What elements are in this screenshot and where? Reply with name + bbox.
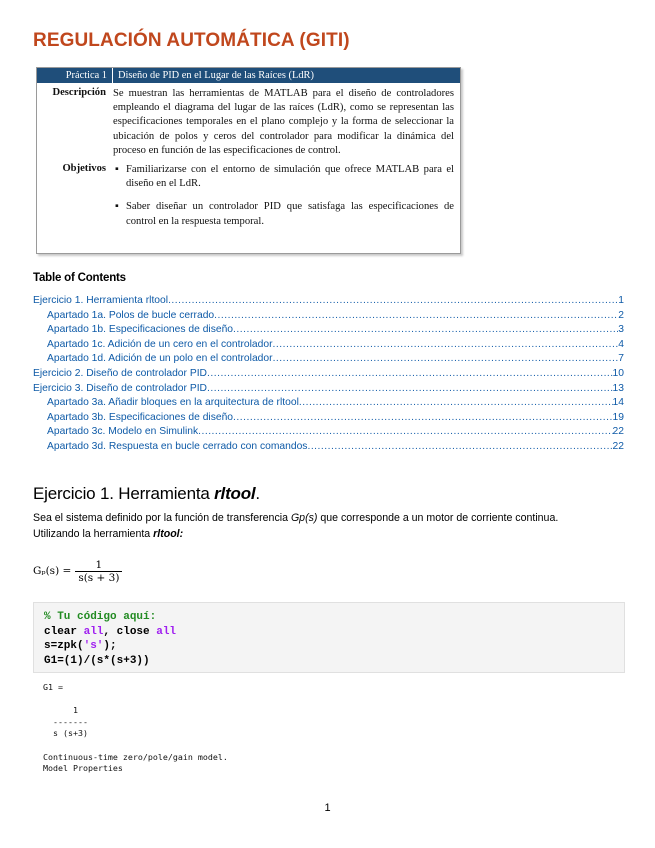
toc-link-apartado-1b[interactable]: Apartado 1b. Especificaciones de diseño ..... 3 [33,323,624,338]
document-title: REGULACIÓN AUTOMÁTICA (GITI) [33,30,350,51]
exercise-intro: Sea el sistema definido por la función de transferencia Gp(s) que corresponde a un motor de corriente continua. Utilizando la herramienta rltool: [33,512,559,540]
formula-lhs: Gₚ(s) = [33,565,72,577]
bullet-icon: ▪ [115,201,119,213]
code-cell[interactable] [33,602,625,673]
objective-item: ▪ Saber diseñar un controlador PID que satisfaga las especificaciones de control en la respuesta temporal. [115,201,454,227]
page-number: 1 [324,802,331,814]
code-line: G1=(1)/(s*(s+3)) [44,654,150,667]
toc-link-apartado-3c[interactable]: Apartado 3c. Modelo en Simulink ..... 22 [33,425,624,440]
toc-link-ejercicio-3[interactable]: Ejercicio 3. Diseño de controlador PID ..... 13 [33,382,624,397]
practice-info-box [36,67,461,254]
toc-link-apartado-3a[interactable]: Apartado 3a. Añadir bloques en la arquitectura de rltool ..... 14 [33,396,624,411]
objectives-row [37,158,460,238]
practice-number: Práctica 1 [37,68,113,83]
toc-link-ejercicio-1[interactable]: Ejercicio 1. Herramienta rltool ..... 1 [33,294,624,309]
toc-link-apartado-3b[interactable]: Apartado 3b. Especificaciones de diseño ..... 19 [33,411,624,426]
code-line: s=zpk('s'); [44,640,117,652]
bullet-icon: ▪ [115,164,119,176]
toc-link-apartado-3d[interactable]: Apartado 3d. Respuesta en bucle cerrado con comandos ..... 22 [33,440,624,455]
exercise-tool-name: rltool [214,484,256,503]
objectives-list [113,163,454,229]
transfer-function-formula [33,553,122,589]
code-output: G1 = 1 ------- s (s+3) Continuous-time zero/pole/gain model. Model Properties [43,682,228,774]
formula-numerator: 1 [95,558,103,571]
toc-link-apartado-1d[interactable]: Apartado 1d. Adición de un polo en el controlador ..... 7 [33,352,624,367]
exercise-heading: Ejercicio 1. Herramienta rltool. [33,484,260,503]
objective-item: ▪ Familiarizarse con el entorno de simulación que ofrece MATLAB para el diseño en el LdR. [115,164,454,190]
code-line: clear all, close all [44,625,177,638]
code-comment: % Tu código aquí: [44,611,157,623]
toc-title: Table of Contents [33,272,126,284]
practice-title: Diseño de PID en el Lugar de las Raíces (LdR) [118,70,314,81]
toc-link-apartado-1a[interactable]: Apartado 1a. Polos de bucle cerrado ..... 2 [33,309,624,324]
description-label: Descripción [52,87,106,98]
description-text: Se muestran las herramientas de MATLAB para el diseño de controladores empleando el diagrama del lugar de las raíces (LdR), como se representan las especificaciones temporales en el plano complejo y la forma de seleccionar la ubicación de polos y ceros del controlador para modificar la dinámica del proceso en función de las especificaciones de control. [113,88,454,156]
formula-denominator: s(s + 3) [75,571,122,584]
toc-link-apartado-1c[interactable]: Apartado 1c. Adición de un cero en el controlador ..... 4 [33,338,624,353]
toc-link-ejercicio-2[interactable]: Ejercicio 2. Diseño de controlador PID ..... 10 [33,367,624,382]
objectives-label: Objetivos [62,163,106,175]
practice-header [37,68,460,83]
description-row [37,83,460,158]
table-of-contents [33,294,624,455]
